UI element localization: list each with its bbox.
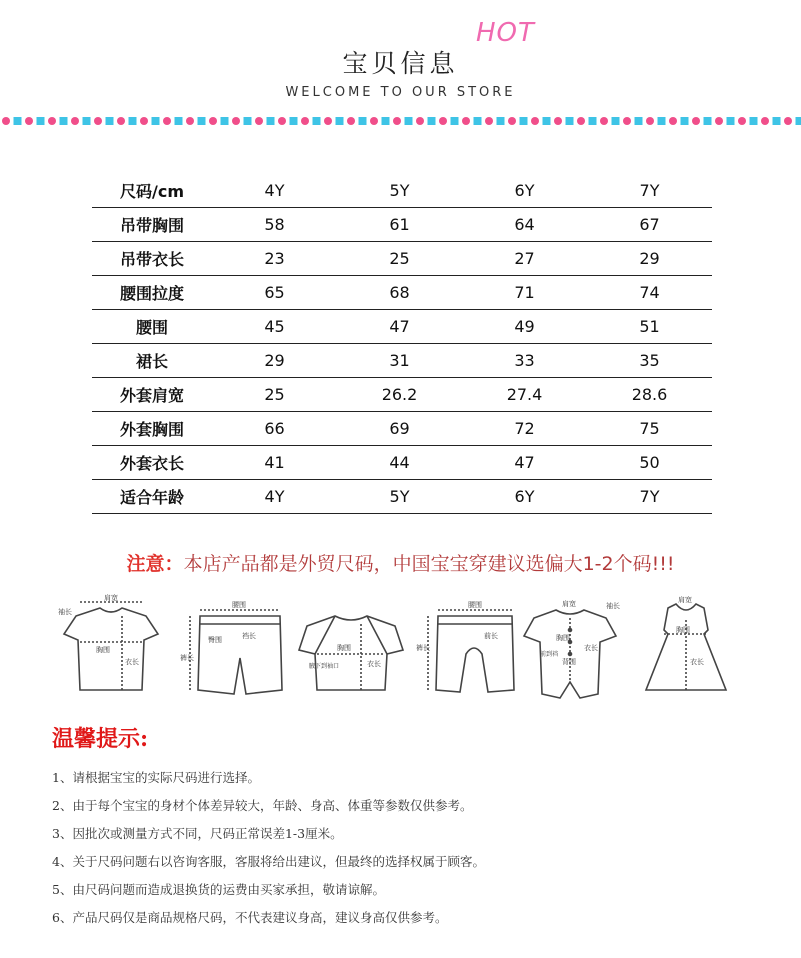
divider-dot	[324, 117, 332, 125]
shorts-label: 臀围	[208, 636, 222, 644]
table-cell: 45	[212, 310, 337, 344]
tshirt-label: 胸围	[96, 646, 110, 654]
divider-dot	[2, 117, 10, 125]
table-cell: 29	[587, 242, 712, 276]
divider-dot	[163, 117, 171, 125]
divider-square	[198, 117, 206, 125]
table-cell: 44	[337, 446, 462, 480]
divider-square	[474, 117, 482, 125]
divider-dot	[531, 117, 539, 125]
dress-label: 衣长	[690, 658, 704, 666]
raglan-label: 衣长	[367, 660, 381, 668]
pants-diagram	[416, 600, 514, 692]
divider-square	[37, 117, 45, 125]
table-row	[92, 276, 712, 310]
divider-square	[612, 117, 620, 125]
size-notice	[0, 549, 801, 576]
divider-dot	[301, 117, 309, 125]
divider-dot	[117, 117, 125, 125]
table-cell: 65	[212, 276, 337, 310]
shorts-diagram	[180, 600, 282, 694]
divider-dot	[393, 117, 401, 125]
divider-square	[290, 117, 298, 125]
row-label: 外套肩宽	[92, 378, 212, 412]
divider-square	[658, 117, 666, 125]
romper-label: 前到裆	[540, 651, 559, 658]
list-item: 5、由尺码问题而造成退换货的运费由买家承担，敬请谅解。	[52, 882, 385, 897]
page-subtitle: WELCOME TO OUR STORE	[285, 85, 516, 100]
list-item: 1、请根据宝宝的实际尺码进行选择。	[52, 770, 260, 785]
divider-square	[129, 117, 137, 125]
table-cell: 69	[337, 412, 462, 446]
table-row	[92, 344, 712, 378]
divider-dot	[669, 117, 677, 125]
divider-dot	[347, 117, 355, 125]
divider-dot	[25, 117, 33, 125]
header	[0, 0, 801, 140]
divider-square	[497, 117, 505, 125]
divider-dot	[508, 117, 516, 125]
divider-square	[428, 117, 436, 125]
divider-dot	[416, 117, 424, 125]
table-row	[92, 446, 712, 480]
divider-square	[773, 117, 781, 125]
divider-square	[451, 117, 459, 125]
row-label: 裙长	[92, 344, 212, 378]
table-row	[92, 208, 712, 242]
divider-square	[359, 117, 367, 125]
divider-square	[336, 117, 344, 125]
list-item: 4、关于尺码问题右以咨询客服，客服将给出建议，但最终的选择权属于顾客。	[52, 854, 485, 869]
divider-dot	[186, 117, 194, 125]
raglan-diagram	[299, 616, 403, 690]
pants-label: 前长	[484, 632, 498, 640]
raglan-label: 胸围	[337, 644, 351, 652]
dress-label: 胸围	[676, 626, 690, 634]
table-header-cell: 5Y	[337, 174, 462, 208]
row-label: 适合年龄	[92, 480, 212, 514]
divider-square	[589, 117, 597, 125]
table-cell: 47	[337, 310, 462, 344]
divider-square	[750, 117, 758, 125]
notice-lead: 注意：	[126, 553, 184, 575]
table-cell: 51	[587, 310, 712, 344]
divider-square	[244, 117, 252, 125]
table-header-cell: 尺码/cm	[92, 174, 212, 208]
shorts-label: 腰围	[232, 601, 246, 609]
divider-square	[267, 117, 275, 125]
table-cell: 68	[337, 276, 462, 310]
table-row	[92, 480, 712, 514]
table-cell: 5Y	[337, 480, 462, 514]
table-cell: 6Y	[462, 480, 587, 514]
table-cell: 61	[337, 208, 462, 242]
list-item: 6、产品尺码仅是商品规格尺码，不代表建议身高，建议身高仅供参考。	[52, 910, 448, 925]
row-label: 腰围拉度	[92, 276, 212, 310]
size-table	[92, 174, 712, 514]
notice-text: 本店产品都是外贸尺码，中国宝宝穿建议选偏大1-2个码!!!	[183, 553, 675, 575]
table-cell: 27	[462, 242, 587, 276]
divider-square	[520, 117, 528, 125]
divider-dot	[577, 117, 585, 125]
dot-divider	[0, 116, 801, 126]
measurement-diagrams	[56, 594, 746, 704]
table-cell: 29	[212, 344, 337, 378]
romper-diagram	[524, 599, 620, 698]
divider-dot	[278, 117, 286, 125]
raglan-label: 腋下到袖口	[309, 663, 340, 670]
divider-dot	[761, 117, 769, 125]
tshirt-label: 衣长	[125, 658, 139, 666]
table-cell: 50	[587, 446, 712, 480]
divider-square	[543, 117, 551, 125]
divider-dot	[370, 117, 378, 125]
romper-label: 袖长	[606, 602, 620, 610]
table-cell: 49	[462, 310, 587, 344]
table-header-cell: 4Y	[212, 174, 337, 208]
page-title: 宝贝信息	[342, 49, 459, 78]
table-cell: 74	[587, 276, 712, 310]
tshirt-label: 肩宽	[104, 594, 118, 602]
divider-dot	[692, 117, 700, 125]
divider-dot	[439, 117, 447, 125]
divider-dot	[462, 117, 470, 125]
table-cell: 25	[212, 378, 337, 412]
divider-square	[152, 117, 160, 125]
table-row	[92, 378, 712, 412]
shorts-label: 裤长	[180, 654, 194, 662]
table-header-cell: 7Y	[587, 174, 712, 208]
divider-square	[221, 117, 229, 125]
shorts-label: 裆长	[242, 632, 256, 640]
divider-dot	[94, 117, 102, 125]
dress-diagram	[646, 595, 726, 690]
divider-dot	[600, 117, 608, 125]
table-header-row	[92, 174, 712, 208]
divider-square	[681, 117, 689, 125]
table-cell: 64	[462, 208, 587, 242]
table-cell: 26.2	[337, 378, 462, 412]
table-cell: 75	[587, 412, 712, 446]
divider-square	[727, 117, 735, 125]
table-header-cell: 6Y	[462, 174, 587, 208]
row-label: 外套胸围	[92, 412, 212, 446]
romper-label: 胸围	[556, 634, 570, 642]
tshirt-diagram	[58, 594, 158, 690]
table-row	[92, 412, 712, 446]
table-cell: 31	[337, 344, 462, 378]
table-cell: 47	[462, 446, 587, 480]
romper-label: 肩宽	[562, 600, 576, 608]
table-cell: 33	[462, 344, 587, 378]
table-row	[92, 242, 712, 276]
row-label: 外套衣长	[92, 446, 212, 480]
table-cell: 72	[462, 412, 587, 446]
row-label: 腰围	[92, 310, 212, 344]
romper-label: 衣长	[584, 644, 598, 652]
table-row	[92, 310, 712, 344]
table-cell: 35	[587, 344, 712, 378]
divider-dot	[554, 117, 562, 125]
divider-dot	[715, 117, 723, 125]
divider-square	[635, 117, 643, 125]
table-cell: 71	[462, 276, 587, 310]
pants-label: 裤长	[416, 644, 430, 652]
divider-dot	[71, 117, 79, 125]
divider-dot	[255, 117, 263, 125]
divider-square	[704, 117, 712, 125]
divider-square	[405, 117, 413, 125]
hot-badge: HOT	[476, 18, 535, 48]
divider-square	[313, 117, 321, 125]
table-cell: 67	[587, 208, 712, 242]
divider-square	[83, 117, 91, 125]
table-cell: 41	[212, 446, 337, 480]
divider-dot	[209, 117, 217, 125]
divider-square	[175, 117, 183, 125]
table-cell: 58	[212, 208, 337, 242]
divider-dot	[646, 117, 654, 125]
divider-dot	[738, 117, 746, 125]
romper-label: 背围	[562, 658, 576, 666]
divider-square	[382, 117, 390, 125]
table-cell: 7Y	[587, 480, 712, 514]
divider-square	[106, 117, 114, 125]
row-label: 吊带胸围	[92, 208, 212, 242]
divider-square	[14, 117, 22, 125]
tips-title: 温馨提示:	[52, 726, 149, 752]
divider-dot	[140, 117, 148, 125]
tshirt-label: 袖长	[58, 608, 72, 616]
row-label: 吊带衣长	[92, 242, 212, 276]
divider-dot	[485, 117, 493, 125]
divider-dot	[623, 117, 631, 125]
table-cell: 27.4	[462, 378, 587, 412]
tips-list	[52, 768, 485, 936]
list-item: 2、由于每个宝宝的身材个体差异较大，年龄、身高、体重等参数仅供参考。	[52, 798, 473, 813]
table-cell: 28.6	[587, 378, 712, 412]
table-cell: 25	[337, 242, 462, 276]
divider-square	[566, 117, 574, 125]
pants-label: 腰围	[468, 601, 482, 609]
dress-label: 肩宽	[678, 596, 692, 604]
divider-dot	[784, 117, 792, 125]
table-cell: 66	[212, 412, 337, 446]
divider-square	[796, 117, 801, 125]
divider-dot	[232, 117, 240, 125]
divider-square	[60, 117, 68, 125]
list-item: 3、因批次或测量方式不同，尺码正常误差1-3厘米。	[52, 826, 343, 841]
divider-dot	[48, 117, 56, 125]
table-cell: 4Y	[212, 480, 337, 514]
table-cell: 23	[212, 242, 337, 276]
